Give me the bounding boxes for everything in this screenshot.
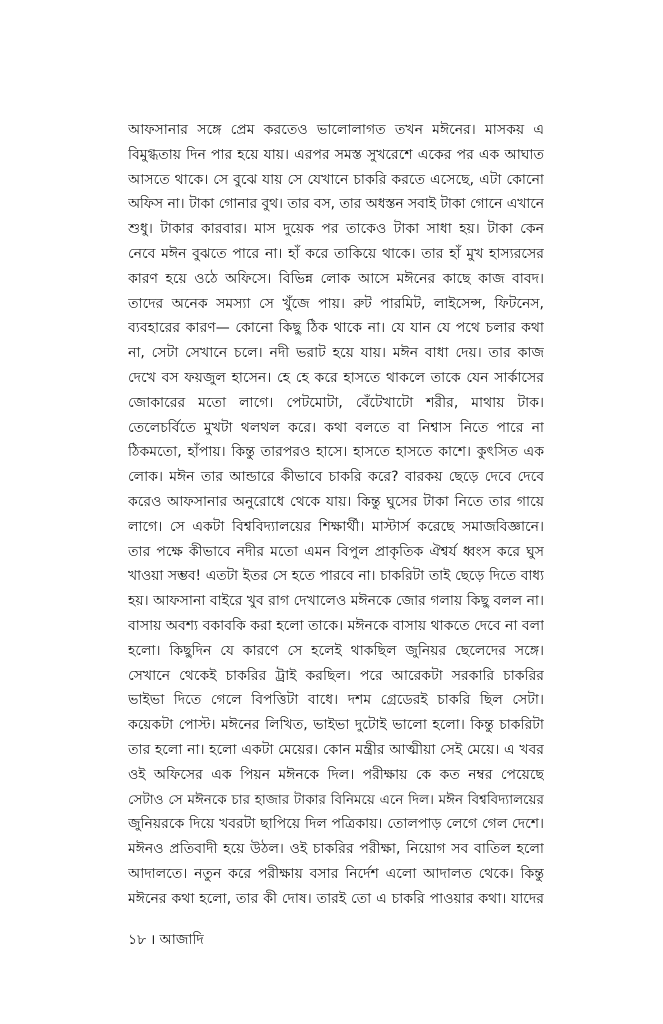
footer-separator: ।: [150, 932, 156, 948]
text-line: কয়েকটা পোস্ট। মঈনের লিখিত, ভাইভা দুটোই ভালো হলো। কিন্তু চাকরিটা: [128, 717, 544, 734]
text-line: করেও আফসানার অনুরোধে থেকে যায়। কিন্তু ঘুসের টাকা নিতে তার গায়ে: [128, 493, 544, 510]
text-line: না, সেটা সেখানে চলে। নদী ভরাট হয়ে যায়। মঈন বাধা দেয়। তার কাজ: [128, 345, 544, 362]
book-title: আজাদি: [159, 932, 204, 948]
text-line: ব্যবহারের কারণ— কোনো কিছু ঠিক থাকে না। যে যান যে পথে চলার কথা: [128, 320, 544, 337]
text-line: তার হলো না। হলো একটা মেয়ের। কোন মন্ত্রীর আত্মীয়া সেই মেয়ে। এ খবর: [128, 741, 544, 758]
text-line: তার পক্ষে কীভাবে নদীর মতো এমন বিপুল প্রাকৃতিক ঐশ্বর্য ধ্বংস করে ঘুস: [128, 543, 544, 560]
text-line: শুধু। টাকার কারবার। মাস দুয়েক পর তাকেও টাকা সাধা হয়। টাকা কেন: [128, 221, 544, 238]
text-line: জোকারের মতো লাগে। পেটমোটা, বেঁটেখাটো শরীর, মাথায় টাক।: [128, 394, 544, 411]
text-line: লোক। মঈন তার আন্ডারে কীভাবে চাকরি করে? বারকয় ছেড়ে দেবে দেবে: [128, 469, 544, 486]
text-line: সেখানে থেকেই চাকরির ট্রাই করছিল। পরে আরেকটা সরকারি চাকরির: [128, 667, 544, 684]
text-line: তাদের অনেক সমস্যা সে খুঁজে পায়। রুট পারমিট, লাইসেন্স, ফিটনেস,: [128, 295, 544, 312]
text-line: আফসানার সঙ্গে প্রেম করতেও ভালোলাগত তখন মঈনের। মাসকয় এ: [128, 122, 544, 138]
text-line: মঈনের কথা হলো, তার কী দোষ। তারই তো এ চাকরি পাওয়ার কথা। যাদের: [128, 890, 544, 907]
text-line: অফিস না। টাকা গোনার বুথ। তার বস, তার অধস্তন সবাই টাকা গোনে এখানে: [128, 196, 544, 213]
text-line: খাওয়া সম্ভব! এতটা ইতর সে হতে পারবে না। চাকরিটা তাই ছেড়ে দিতে বাধ্য: [128, 568, 544, 585]
text-line: বিমুগ্ধতায় দিন পার হয়ে যায়। এরপর সমস্ত সুখরেশে একের পর এক আঘাত: [128, 146, 544, 163]
text-line: তেলেচর্বিতে মুখটা থলথল করে। কথা বলতে বা নিশ্বাস নিতে পারে না: [128, 419, 544, 436]
text-line: কারণ হয়ে ওঠে অফিসে। বিভিন্ন লোক আসে মঈনের কাছে কাজ বাবদ।: [128, 270, 544, 287]
text-line: ভাইভা দিতে গেলে বিপত্তিটা বাধে। দশম গ্রেডেরই চাকরি ছিল সেটা।: [128, 692, 544, 709]
text-line: লাগে। সে একটা বিশ্ববিদ্যালয়ের শিক্ষার্থী। মাস্টার্স করেছে সমাজবিজ্ঞানে।: [128, 518, 544, 535]
body-text: [128, 118, 544, 912]
text-line: ঠিকমতো, হাঁপায়। কিন্তু তারপরও হাসে। হাসতে হাসতে কাশে। কুৎসিত এক: [128, 444, 544, 461]
text-line: হলো। কিছুদিন যে কারণে সে হলেই থাকছিল জুনিয়র ছেলেদের সঙ্গে।: [128, 642, 544, 659]
text-line: দেখে বস ফয়জুল হাসেন। হে হে করে হাসতে থাকলে তাকে যেন সার্কাসের: [128, 369, 544, 386]
text-line: আদালতে। নতুন করে পরীক্ষায় বসার নির্দেশ এলো আদালত থেকে। কিন্তু: [128, 865, 544, 882]
page-number: ১৮: [128, 932, 147, 948]
page-footer: [128, 930, 204, 950]
text-line: সেটাও সে মঈনকে চার হাজার টাকার বিনিময়ে এনে দিল। মঈন বিশ্ববিদ্যালয়ের: [128, 791, 544, 808]
text-line: হয়। আফসানা বাইরে খুব রাগ দেখালেও মঈনকে জোর গলায় কিছু বলল না।: [128, 593, 544, 610]
text-line: আসতে থাকে। সে বুঝে যায় সে যেখানে চাকরি করতে এসেছে, এটা কোনো: [128, 171, 544, 188]
text-line: ওই অফিসের এক পিয়ন মঈনকে দিল। পরীক্ষায় কে কত নম্বর পেয়েছে: [128, 766, 544, 783]
text-line: বাসায় অবশ্য বকাবকি করা হলো তাকে। মঈনকে বাসায় থাকতে দেবে না বলা: [128, 617, 544, 634]
text-line: নেবে মঈন বুঝতে পারে না। হাঁ করে তাকিয়ে থাকে। তার হাঁ মুখ হাস্যরসের: [128, 245, 544, 262]
text-line: মঈনও প্রতিবাদী হয়ে উঠল। ওই চাকরির পরীক্ষা, নিয়োগ সব বাতিল হলো: [128, 841, 544, 858]
text-line: জুনিয়রকে দিয়ে খবরটা ছাপিয়ে দিল পত্রিকায়। তোলপাড় লেগে গেল দেশে।: [128, 816, 544, 833]
